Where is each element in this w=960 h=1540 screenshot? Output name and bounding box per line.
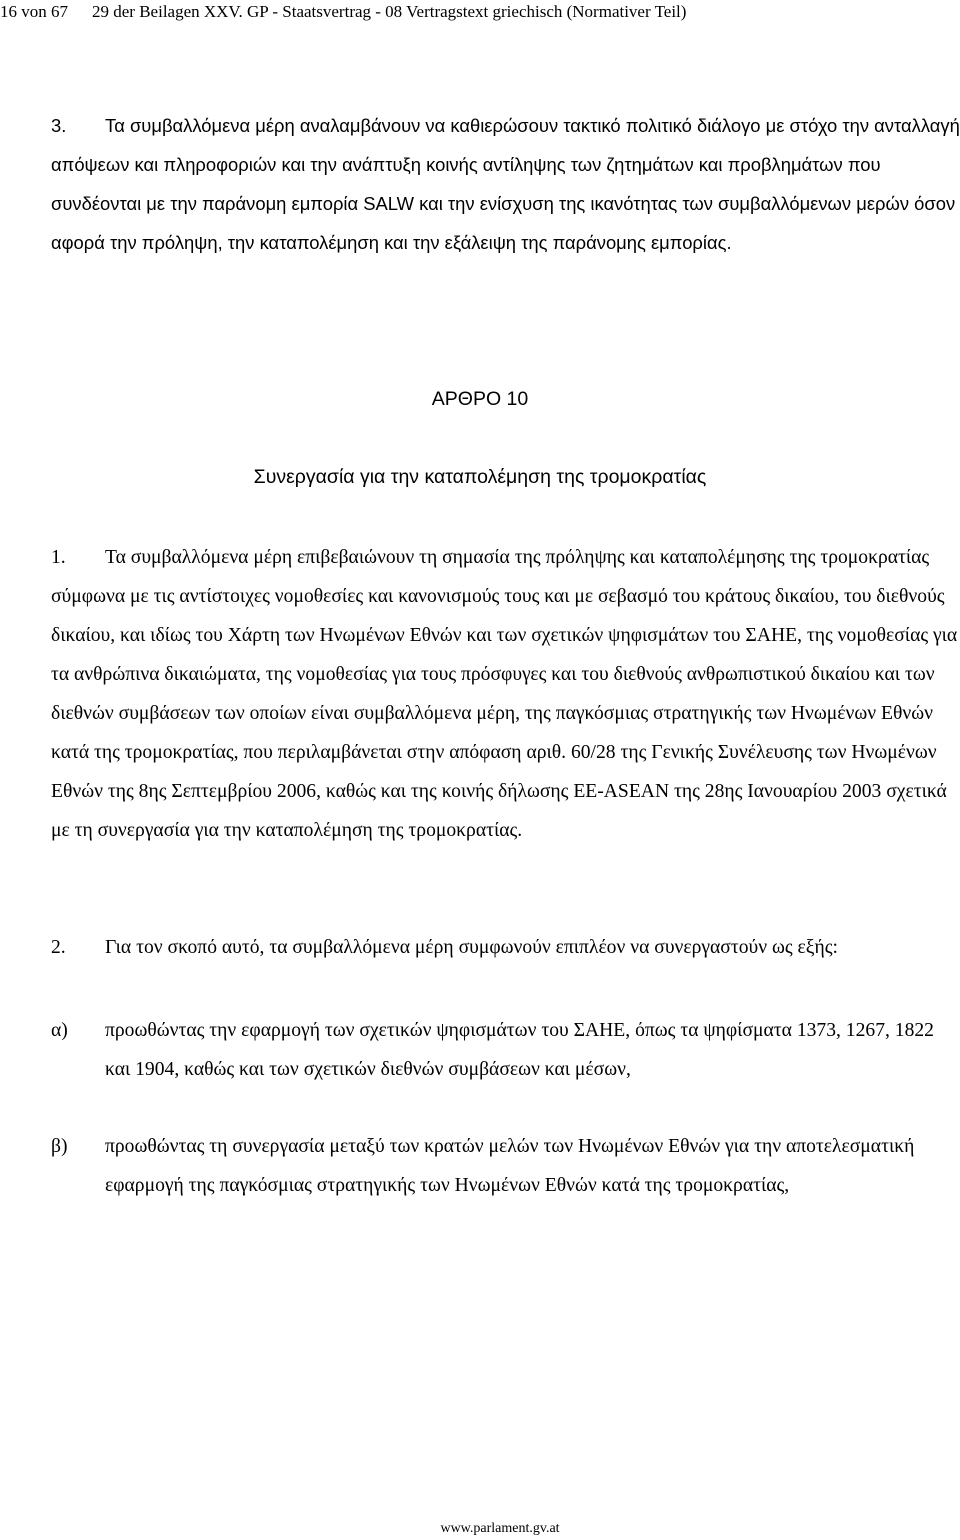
list-item-label: β) bbox=[51, 1136, 68, 1157]
article-heading: ΑΡΘΡΟ 10 bbox=[431, 388, 529, 410]
list-item-label: α) bbox=[51, 1020, 68, 1041]
paragraph-3 bbox=[51, 106, 960, 262]
paragraph-2-number: 2. bbox=[51, 937, 66, 958]
footer-url: www.parlament.gv.at bbox=[440, 1521, 560, 1536]
list-item-text: προωθώντας την εφαρμογή των σχετικών ψηφισμάτων του ΣΑΗΕ, όπως τα ψηφίσματα 1373, 1267, 1822 και 1904, καθώς και των σχετικών διεθνών συμβάσεων και μέσων, bbox=[105, 1020, 934, 1080]
page-number: 16 von 67 bbox=[0, 2, 68, 21]
paragraph-3-number: 3. bbox=[51, 115, 67, 136]
paragraph-1 bbox=[51, 538, 960, 850]
paragraph-1-number: 1. bbox=[51, 547, 66, 568]
paragraph-2-text: Για τον σκοπό αυτό, τα συμβαλλόμενα μέρη συμφωνούν επιπλέον να συνεργαστούν ως εξής: bbox=[105, 937, 838, 958]
list-item-text: προωθώντας τη συνεργασία μεταξύ των κρατών μελών των Ηνωμένων Εθνών για την αποτελεσματική εφαρμογή της παγκόσμιας στρατηγικής των Ηνωμένων Εθνών κατά της τρομοκρατίας, bbox=[105, 1136, 915, 1196]
paragraph-2 bbox=[51, 928, 960, 967]
paragraph-3-text: Τα συμβαλλόμενα μέρη αναλαμβάνουν να καθιερώσουν τακτικό πολιτικό διάλογο με στόχο την ανταλλαγή απόψεων και πληροφοριών και την ανάπτυξη κοινής αντίληψης των ζητημάτων και προβλημάτων που συνδέονται με την παράνομη εμπορία SALW και την ενίσχυση της ικανότητας των συμβαλλόμενων μερών όσον αφορά την πρόληψη, την καταπολέμηση και την εξάλειψη της παράνομης εμπορίας. bbox=[51, 115, 960, 253]
article-title: Συνεργασία για την καταπολέμηση της τρομοκρατίας bbox=[253, 466, 707, 488]
document-title: 29 der Beilagen XXV. GP - Staatsvertrag - 08 Vertragstext griechisch (Normativer Teil) bbox=[92, 2, 687, 21]
paragraph-1-text: Τα συμβαλλόμενα μέρη επιβεβαιώνουν τη σημασία της πρόληψης και καταπολέμησης της τρομοκρατίας σύμφωνα με τις αντίστοιχες νομοθεσίες και κανονισμούς τους και με σεβασμό του κράτους δικαίου, του διεθνούς δικαίου, και ιδίως του Χάρτη των Ηνωμένων Εθνών και των σχετικών ψηφισμάτων του ΣΑΗΕ, της νομοθεσίας για τα ανθρώπινα δικαιώματα, της νομοθεσίας για τους πρόσφυγες και του διεθνούς ανθρωπιστικού δικαίου και των διεθνών συμβάσεων των οποίων είναι συμβαλλόμενα μέρη, της παγκόσμιας στρατηγικής των Ηνωμένων Εθνών κατά της τρομοκρατίας, που περιλαμβάνεται στην απόφαση αριθ. 60/28 της Γενικής Συνέλευσης των Ηνωμένων Εθνών της 8ης Σεπτεμβρίου 2006, καθώς και της κοινής δήλωσης ΕΕ-ASEAN της 28ης Ιανουαρίου 2003 σχετικά με τη συνεργασία για την καταπολέμηση της τρομοκρατίας. bbox=[51, 547, 958, 841]
